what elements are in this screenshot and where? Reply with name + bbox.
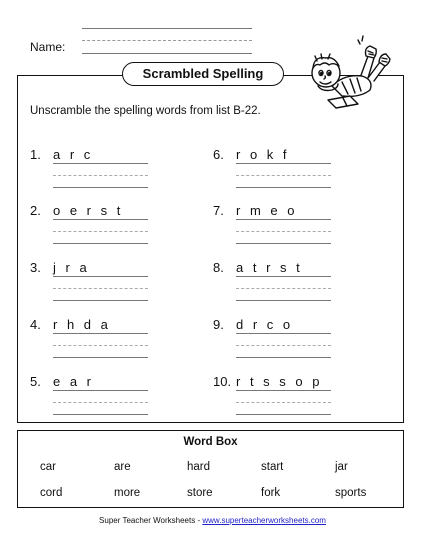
answer-guide-top (236, 390, 331, 391)
answer-guide-top (236, 163, 331, 164)
answer-line[interactable] (236, 243, 331, 244)
answer-line[interactable] (53, 357, 148, 358)
name-field[interactable] (82, 53, 252, 54)
answer-guide-top (53, 163, 148, 164)
answer-line[interactable] (53, 414, 148, 415)
answer-guide-mid (53, 345, 148, 346)
answer-guide-mid (53, 175, 148, 176)
answer-guide-top (236, 219, 331, 220)
word-box-word: car (40, 461, 56, 473)
answer-guide-mid (236, 402, 331, 403)
answer-guide-mid (236, 345, 331, 346)
item-number: 9. (213, 317, 224, 332)
item-number: 1. (30, 147, 41, 162)
word-box-title: Word Box (183, 436, 238, 448)
scrambled-letters: o e r s t (53, 203, 124, 218)
scrambled-letters: a t r s t (236, 260, 303, 275)
answer-guide-mid (236, 231, 331, 232)
item-number: 10. (213, 374, 232, 389)
word-box-word: store (187, 487, 213, 499)
answer-guide-top (53, 219, 148, 220)
footer-text: Super Teacher Worksheets - (99, 516, 203, 525)
item-number: 3. (30, 260, 41, 275)
answer-guide-top (53, 390, 148, 391)
answer-guide-top (236, 333, 331, 334)
boy-reading-illustration (298, 26, 398, 126)
answer-line[interactable] (236, 414, 331, 415)
footer (0, 516, 425, 525)
scrambled-letters: e a r (53, 374, 95, 389)
answer-guide-mid (53, 231, 148, 232)
word-box-word: are (114, 461, 131, 473)
answer-guide-top (53, 276, 148, 277)
word-box-word: start (261, 461, 284, 473)
name-label: Name: (30, 40, 66, 54)
name-guide-mid (82, 40, 252, 41)
worksheet-title: Scrambled Spelling (122, 62, 284, 86)
scrambled-letters: r h d a (53, 317, 111, 332)
word-box-word: fork (261, 487, 281, 499)
item-number: 6. (213, 147, 224, 162)
answer-line[interactable] (53, 243, 148, 244)
footer-link[interactable]: www.superteacherworksheets.com (202, 516, 326, 525)
name-guide-top (82, 28, 252, 29)
answer-line[interactable] (236, 187, 331, 188)
answer-guide-mid (53, 402, 148, 403)
word-box-word: jar (335, 461, 348, 473)
word-box-word: more (114, 487, 141, 499)
answer-guide-mid (236, 175, 331, 176)
item-number: 2. (30, 203, 41, 218)
answer-line[interactable] (236, 357, 331, 358)
scrambled-letters: d r c o (236, 317, 294, 332)
word-box-word: cord (40, 487, 63, 499)
worksheet-box (17, 75, 404, 423)
scrambled-letters: j r a (53, 260, 90, 275)
item-number: 5. (30, 374, 41, 389)
scrambled-letters: r m e o (236, 203, 298, 218)
answer-line[interactable] (236, 300, 331, 301)
word-box-word: hard (187, 461, 211, 473)
answer-line[interactable] (53, 187, 148, 188)
item-number: 8. (213, 260, 224, 275)
word-box-word: sports (335, 487, 367, 499)
item-number: 4. (30, 317, 41, 332)
answer-guide-mid (53, 288, 148, 289)
answer-guide-top (236, 276, 331, 277)
scrambled-letters: r o k f (236, 147, 290, 162)
answer-guide-top (53, 333, 148, 334)
item-number: 7. (213, 203, 224, 218)
answer-guide-mid (236, 288, 331, 289)
scrambled-letters: a r c (53, 147, 94, 162)
scrambled-letters: r t s s o p (236, 374, 323, 389)
answer-line[interactable] (53, 300, 148, 301)
instructions: Unscramble the spelling words from list B-22. (30, 105, 261, 117)
